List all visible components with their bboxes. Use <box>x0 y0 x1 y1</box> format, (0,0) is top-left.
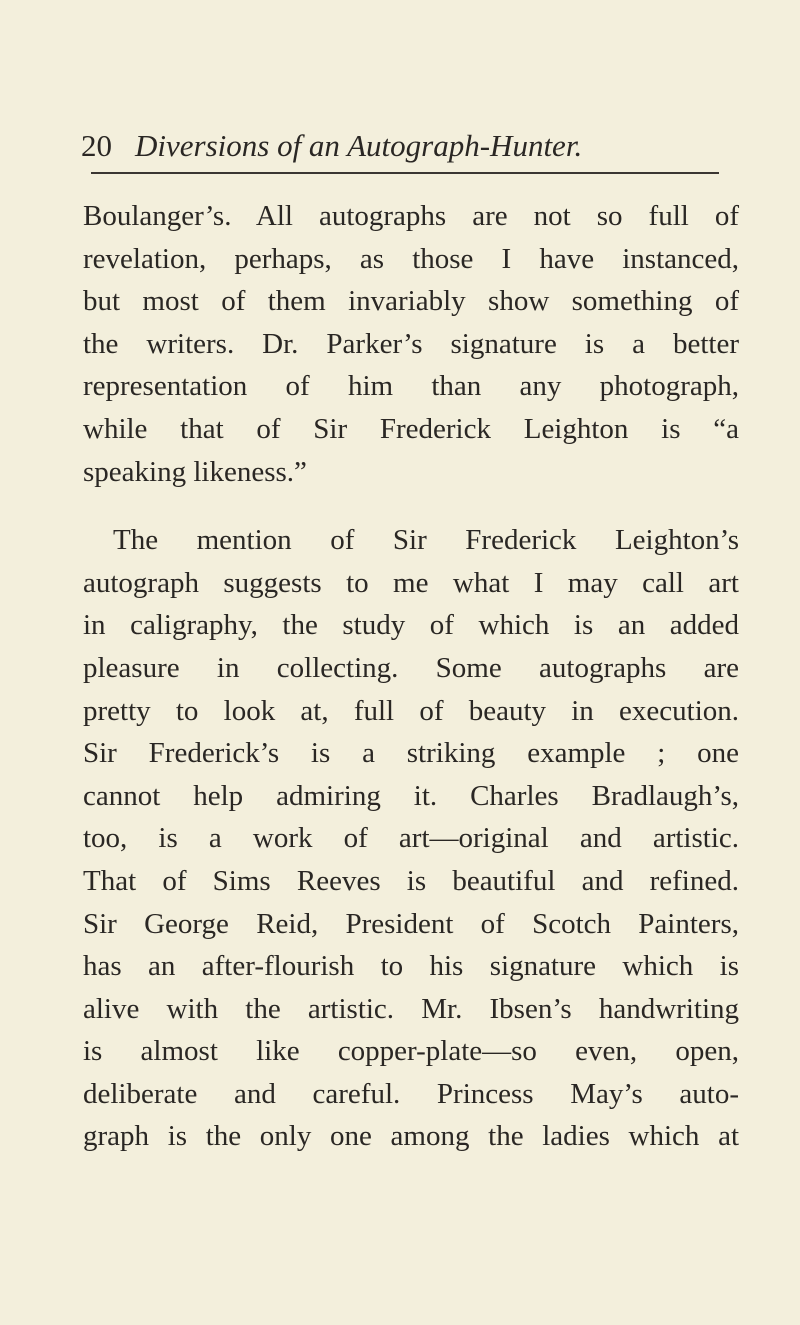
text-line: in caligraphy, the study of which is an added <box>83 609 739 642</box>
book-title: Diversions of an Autograph-Hunter. <box>135 128 583 163</box>
text-line: while that of Sir Frederick Leighton is “a <box>83 412 739 445</box>
text-line: The mention of Sir Frederick Leighton’s <box>113 524 739 557</box>
text-line: revelation, perhaps, as those I have instanced, <box>83 242 739 275</box>
text-line: deliberate and careful. Princess May’s auto- <box>83 1077 739 1110</box>
text-line: pleasure in collecting. Some autographs are <box>83 651 739 684</box>
text-line: speaking likeness.” <box>83 455 307 488</box>
text-line: Sir Frederick’s is a striking example ; one <box>83 737 739 770</box>
text-line: graph is the only one among the ladies which at <box>83 1120 739 1153</box>
body-text <box>83 195 739 1158</box>
text-line: is almost like copper-plate—so even, open, <box>83 1035 739 1068</box>
text-line: cannot help admiring it. Charles Bradlaugh’s, <box>83 779 739 812</box>
text-line: That of Sims Reeves is beautiful and refined. <box>83 864 739 897</box>
text-line: Sir George Reid, President of Scotch Painters, <box>83 907 739 940</box>
paragraph-1 <box>83 195 739 493</box>
text-line: autograph suggests to me what I may call art <box>83 566 739 599</box>
text-line: but most of them invariably show something of <box>83 285 739 318</box>
text-line: Boulanger’s. All autographs are not so full of <box>83 200 739 232</box>
header-rule <box>91 172 719 174</box>
text-line: has an after-flourish to his signature which is <box>83 950 739 983</box>
running-head <box>81 121 721 171</box>
text-line: the writers. Dr. Parker’s signature is a better <box>83 327 739 360</box>
text-line: representation of him than any photograph, <box>83 370 739 403</box>
paragraph-2 <box>83 519 739 1158</box>
page-number: 20 <box>81 128 112 163</box>
text-line: alive with the artistic. Mr. Ibsen’s handwriting <box>83 992 739 1025</box>
text-line: too, is a work of art—original and artistic. <box>83 822 739 855</box>
text-line: pretty to look at, full of beauty in execution. <box>83 694 739 727</box>
